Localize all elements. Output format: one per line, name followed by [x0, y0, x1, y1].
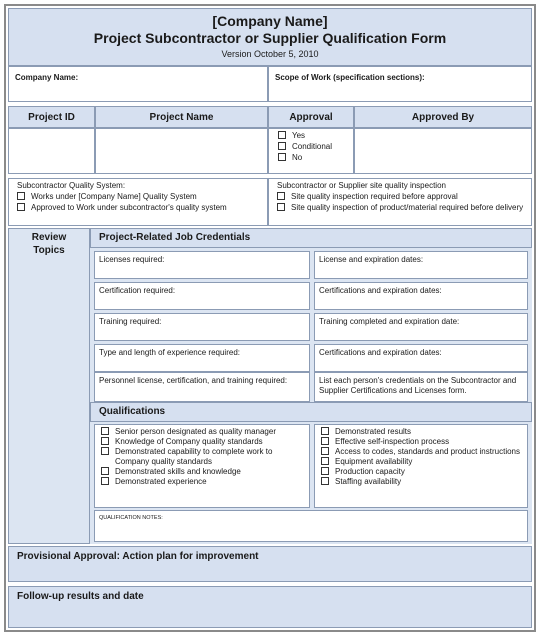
checkbox[interactable]	[17, 192, 25, 200]
credentials-row-right[interactable]: List each person's credentials on the Subcontractor and Supplier Certifications and Licenses form.	[314, 372, 528, 402]
checkbox[interactable]	[101, 437, 109, 445]
qualification-notes-field[interactable]	[94, 510, 528, 542]
credentials-row-right[interactable]: Certifications and expiration dates:	[314, 282, 528, 310]
approved-by-cell[interactable]	[354, 128, 532, 174]
site-inspection-option[interactable]: Site quality inspection required before approval	[277, 192, 525, 202]
follow-up-label: Follow-up results and date	[17, 591, 144, 602]
checkbox[interactable]	[277, 192, 285, 200]
qualification-notes-label: QUALIFICATION NOTES:	[99, 515, 163, 521]
checkbox[interactable]	[321, 437, 329, 445]
qualification-item[interactable]: Production capacity	[321, 467, 523, 477]
qualification-item[interactable]: Demonstrated capability to complete work to Company quality standards	[101, 447, 305, 467]
credentials-row-left[interactable]: Certification required:	[94, 282, 310, 310]
qualification-item[interactable]: Senior person designated as quality manager	[101, 427, 305, 437]
project-name-cell[interactable]	[95, 128, 268, 174]
credentials-row-left[interactable]: Training required:	[94, 313, 310, 341]
checkbox[interactable]	[278, 131, 286, 139]
checkbox[interactable]	[321, 457, 329, 465]
qualifications-title-bar	[90, 402, 532, 422]
checkbox[interactable]	[321, 467, 329, 475]
checkbox[interactable]	[101, 447, 109, 455]
credentials-title: Project-Related Job Credentials	[99, 232, 251, 243]
site-inspection-option[interactable]: Site quality inspection of product/material required before delivery	[277, 203, 525, 213]
checkbox[interactable]	[101, 467, 109, 475]
credentials-row-left[interactable]: Type and length of experience required:	[94, 344, 310, 372]
site-inspection-label: Subcontractor or Supplier site quality inspection	[277, 181, 446, 190]
approval-option-conditional[interactable]: Conditional	[278, 142, 353, 152]
version-text: Version October 5, 2010	[221, 49, 319, 59]
site-inspection-section	[268, 178, 532, 226]
approval-option-yes[interactable]: Yes	[278, 131, 353, 141]
title-block	[8, 8, 532, 66]
credentials-title-bar	[90, 228, 532, 248]
provisional-approval-label: Provisional Approval: Action plan for improvement	[17, 551, 259, 562]
quality-system-option[interactable]: Works under [Company Name] Quality System	[17, 192, 267, 202]
credentials-row-right[interactable]: Training completed and expiration date:	[314, 313, 528, 341]
qualification-item[interactable]: Knowledge of Company quality standards	[101, 437, 305, 447]
form-title: Project Subcontractor or Supplier Qualification Form	[93, 30, 447, 46]
credentials-row-left[interactable]: Licenses required:	[94, 251, 310, 279]
approval-option-no[interactable]: No	[278, 153, 353, 163]
checkbox[interactable]	[101, 477, 109, 485]
review-topics-column	[8, 228, 90, 544]
qualification-item[interactable]: Equipment availability	[321, 457, 523, 467]
qualification-item[interactable]: Effective self-inspection process	[321, 437, 523, 447]
credentials-row-right[interactable]: License and expiration dates:	[314, 251, 528, 279]
checkbox[interactable]	[278, 153, 286, 161]
checkbox[interactable]	[321, 427, 329, 435]
project-id-cell[interactable]	[8, 128, 95, 174]
checkbox[interactable]	[101, 427, 109, 435]
qualifications-area	[90, 422, 532, 544]
checkbox[interactable]	[278, 142, 286, 150]
company-name-heading: [Company Name]	[212, 13, 328, 29]
credentials-row-right[interactable]: Certifications and expiration dates:	[314, 344, 528, 372]
qualification-item[interactable]: Demonstrated skills and knowledge	[101, 467, 305, 477]
scope-of-work-field[interactable]	[268, 66, 532, 102]
approval-header: Approval	[268, 106, 354, 128]
approved-by-header: Approved By	[354, 106, 532, 128]
scope-of-work-label: Scope of Work (specification sections):	[275, 73, 425, 82]
credentials-row-left[interactable]: Personnel license, certification, and training required:	[94, 372, 310, 402]
checkbox[interactable]	[321, 447, 329, 455]
checkbox[interactable]	[17, 203, 25, 211]
qualification-item[interactable]: Access to codes, standards and product instructions	[321, 447, 523, 457]
approval-cell	[268, 128, 354, 174]
checkbox[interactable]	[277, 203, 285, 211]
qualifications-right-list	[314, 424, 528, 508]
qualifications-left-list	[94, 424, 310, 508]
quality-system-option[interactable]: Approved to Work under subcontractor's quality system	[17, 203, 267, 213]
quality-system-section	[8, 178, 268, 226]
credentials-grid	[90, 248, 532, 402]
checkbox[interactable]	[321, 477, 329, 485]
qualification-item[interactable]: Staffing availability	[321, 477, 523, 487]
qualifications-title: Qualifications	[99, 406, 166, 417]
provisional-approval-section[interactable]	[8, 546, 532, 582]
project-name-header: Project Name	[95, 106, 268, 128]
company-name-label: Company Name:	[15, 73, 79, 82]
project-id-header: Project ID	[8, 106, 95, 128]
follow-up-section[interactable]	[8, 586, 532, 628]
qualification-item[interactable]: Demonstrated results	[321, 427, 523, 437]
company-name-field[interactable]	[8, 66, 268, 102]
quality-system-label: Subcontractor Quality System:	[17, 181, 126, 190]
qualification-item[interactable]: Demonstrated experience	[101, 477, 305, 487]
review-topics-label: Review Topics	[31, 232, 67, 256]
